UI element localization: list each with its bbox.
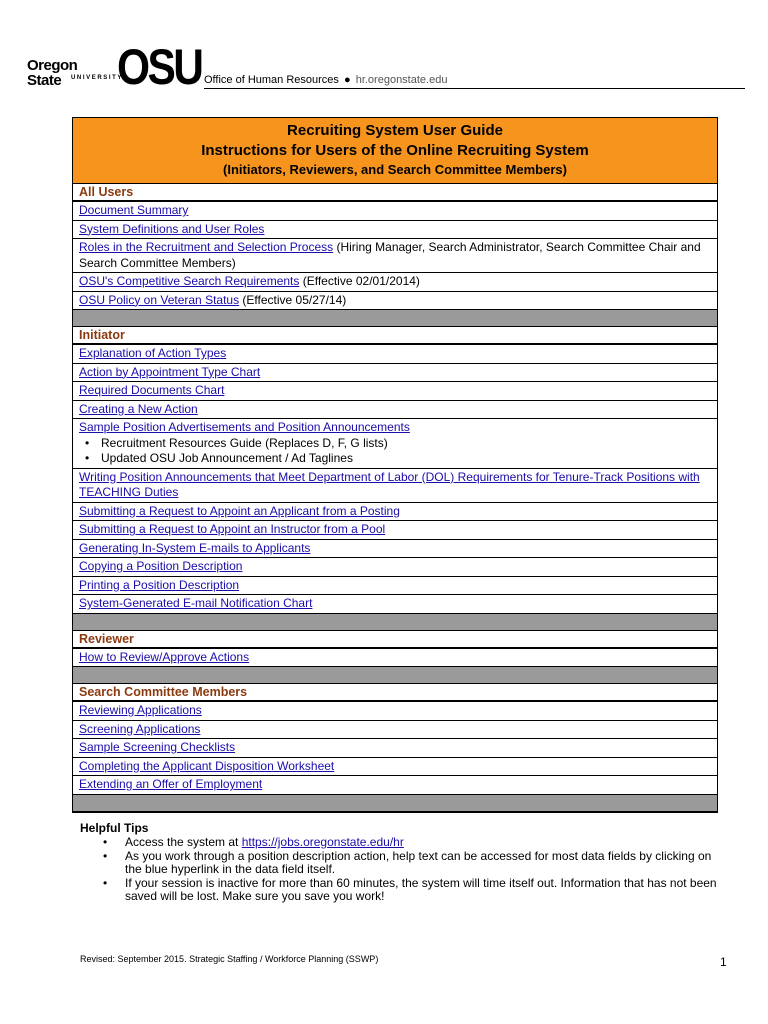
list-item (73, 577, 717, 596)
guide-audience: (Initiators, Reviewers, and Search Committee Members) (223, 162, 567, 177)
tips-heading: Helpful Tips (80, 821, 149, 835)
footer-revised: Revised: September 2015. Strategic Staffing / Workforce Planning (SSWP) (80, 954, 379, 964)
helpful-tips (80, 821, 720, 904)
tip-item (80, 836, 720, 850)
link-document-summary[interactable]: Document Summary (79, 203, 189, 217)
list-item (73, 364, 717, 383)
link-veteran-status[interactable]: OSU Policy on Veteran Status (79, 292, 240, 307)
tip-access-text: Access the system at (125, 835, 242, 849)
guide-title-block (73, 118, 717, 184)
list-item (73, 503, 717, 522)
section-heading-search-committee: Search Committee Members (73, 684, 717, 702)
logo-osu-mark: OSU (117, 39, 202, 95)
section-separator (73, 310, 717, 327)
list-item (73, 292, 717, 311)
link-reviewing-applications[interactable]: Reviewing Applications (79, 703, 202, 717)
list-item (73, 202, 717, 221)
list-item (73, 382, 717, 401)
list-item (73, 419, 717, 469)
section-heading-initiator: Initiator (73, 327, 717, 345)
link-screening-applications[interactable]: Screening Applications (79, 721, 201, 736)
link-screening-checklists[interactable]: Sample Screening Checklists (79, 740, 236, 754)
link-create-action[interactable]: Creating a New Action (79, 401, 198, 416)
link-copy-position[interactable]: Copying a Position Description (79, 559, 243, 573)
list-item (73, 221, 717, 240)
link-appoint-from-posting[interactable]: Submitting a Request to Appoint an Applicant from a Posting (79, 503, 400, 518)
office-line (204, 74, 447, 86)
list-item (73, 273, 717, 292)
link-print-position[interactable]: Printing a Position Description (79, 577, 240, 592)
logo-university: UNIVERSITY (71, 75, 124, 81)
logo-wordmark: Oregon State (27, 57, 78, 89)
section-heading-all-users: All Users (73, 184, 717, 202)
list-item (73, 776, 717, 795)
link-review-approve[interactable]: How to Review/Approve Actions (79, 649, 250, 664)
link-appoint-from-pool[interactable]: Submitting a Request to Appoint an Instructor from a Pool (79, 522, 386, 536)
list-item (73, 739, 717, 758)
tips-list (80, 836, 720, 904)
list-item (73, 521, 717, 540)
list-item (73, 401, 717, 420)
office-url[interactable]: hr.oregonstate.edu (355, 74, 448, 86)
header-divider (204, 88, 745, 89)
link-required-documents[interactable]: Required Documents Chart (79, 383, 225, 397)
tip-item: • If your session is inactive for more than 60 minutes, the system will time itself out. Information that has not been saved will be lost. Make sure you save you work! (80, 877, 720, 904)
page-header (27, 39, 719, 95)
list-item (73, 702, 717, 721)
list-item (73, 558, 717, 577)
list-item (73, 649, 717, 668)
link-extend-offer[interactable]: Extending an Offer of Employment (79, 777, 263, 791)
sub-item-job-taglines: • Updated OSU Job Announcement / Ad Taglines (79, 451, 711, 467)
list-item (73, 758, 717, 777)
tip-item: • As you work through a position description action, help text can be accessed for most data fields by clicking on the blue hyperlink in the data field itself. (80, 850, 720, 877)
guide-subtitle: Instructions for Users of the Online Recruiting System (201, 142, 589, 159)
link-system-definitions[interactable]: System Definitions and User Roles (79, 221, 265, 236)
competitive-search-note: (Effective 02/01/2014) (299, 274, 420, 288)
user-guide-table (72, 117, 718, 813)
link-roles-recruitment[interactable]: Roles in the Recruitment and Selection Process (79, 240, 334, 254)
list-item (73, 239, 717, 273)
link-email-notification-chart[interactable]: System-Generated E-mail Notification Chart (79, 596, 313, 610)
section-separator (73, 614, 717, 631)
veteran-status-note: (Effective 05/27/14) (239, 292, 347, 307)
page-number: 1 (720, 955, 727, 969)
link-sample-advertisements[interactable]: Sample Position Advertisements and Position Announcements (79, 420, 410, 434)
link-generate-emails[interactable]: Generating In-System E-mails to Applicants (79, 540, 311, 555)
section-separator (73, 667, 717, 684)
section-heading-reviewer: Reviewer (73, 631, 717, 649)
link-competitive-search[interactable]: OSU's Competitive Search Requirements (79, 274, 300, 288)
list-item (73, 469, 717, 503)
link-dol-requirements[interactable]: Writing Position Announcements that Meet Department of Labor (DOL) Requirements for Tenure-Track Positions with TEACHING Duties (79, 469, 700, 499)
list-item (73, 721, 717, 740)
guide-title: Recruiting System User Guide (287, 122, 503, 139)
link-disposition-worksheet[interactable]: Completing the Applicant Disposition Worksheet (79, 758, 335, 773)
office-name: Office of Human Resources (204, 74, 339, 86)
sub-item-recruitment-guide: • Recruitment Resources Guide (Replaces D, F, G lists) (79, 436, 711, 452)
link-action-by-appointment[interactable]: Action by Appointment Type Chart (79, 364, 261, 379)
bullet-icon: ● (343, 74, 351, 86)
link-action-types[interactable]: Explanation of Action Types (79, 346, 227, 360)
list-item (73, 345, 717, 364)
roles-note: (Hiring Manager, Search Administrator, Search Committee Chair and Search Committee Members) (79, 240, 701, 270)
section-separator (73, 795, 717, 812)
link-jobs-system[interactable]: https://jobs.oregonstate.edu/hr (241, 835, 404, 849)
list-item (73, 540, 717, 559)
list-item (73, 595, 717, 614)
